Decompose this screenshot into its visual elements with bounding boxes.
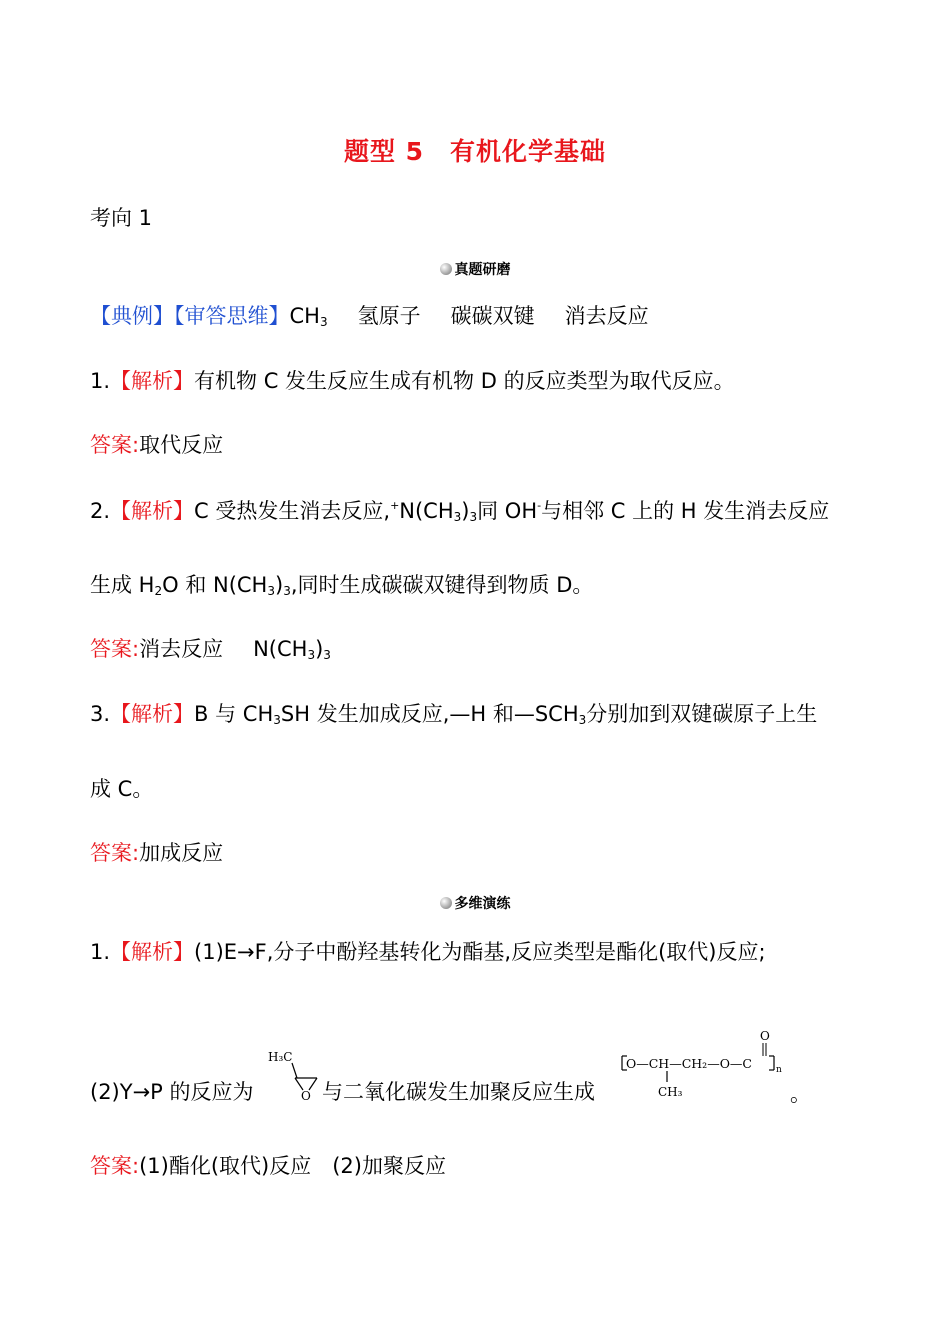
methyl-label: CH₃ <box>658 1085 683 1099</box>
answer-label: 答案: <box>90 637 140 661</box>
carbonyl-oxygen: O <box>760 1029 770 1043</box>
m1-analysis-line2a: (2)Y→P 的反应为 <box>90 1080 254 1104</box>
q2-analysis-line2: 生成 $H_2O$ 和 $N(CH_3)_3$,同时生成碳碳双键得到物质 D。 <box>90 573 594 598</box>
section-real-questions: 真题研磨 <box>0 259 950 279</box>
title-part1: 题型 5 <box>343 137 425 166</box>
title-part2: 有机化学基础 <box>450 137 607 166</box>
answer-label: 答案: <box>90 1154 140 1178</box>
example-line: 【典例】【审答思维】$CH_3$ 氢原子 碳碳双键 消去反应 <box>90 304 649 329</box>
analysis-label: 【解析】 <box>110 702 195 726</box>
analysis-label: 【解析】 <box>110 499 195 523</box>
bond <box>292 1063 297 1078</box>
section-multi-practice: 多维演练 <box>0 893 950 913</box>
oxygen-label: O <box>301 1089 311 1103</box>
bullet-icon <box>440 897 452 909</box>
bullet-icon <box>440 263 452 275</box>
polymer-chain: O—CH—CH₂—O—C <box>626 1056 753 1071</box>
q1-answer: 答案:取代反应 <box>90 433 224 457</box>
m1-analysis-line2b: 与二氧化碳发生加聚反应生成 <box>322 1080 595 1104</box>
m1-answer: 答案:(1)酯化(取代)反应 (2)加聚反应 <box>90 1154 446 1178</box>
page-title <box>0 132 950 168</box>
analysis-label: 【解析】 <box>110 369 195 393</box>
h3c-label: H₃C <box>268 1050 293 1064</box>
q2-answer: 答案:消去反应 $N(CH_3)_3$ <box>90 637 331 662</box>
q3-analysis-line1: 3.【解析】B 与 $CH_3SH$ 发生加成反应,—H 和$—SCH_3$分别加到双键碳原子上生 <box>90 702 818 727</box>
m1-period: 。 <box>790 1082 811 1106</box>
q3-answer: 答案:加成反应 <box>90 841 224 865</box>
example-tag: 【典例】 <box>90 304 174 328</box>
polymer-structure <box>618 1026 790 1102</box>
answer-label: 答案: <box>90 433 140 457</box>
q1-analysis: 1.【解析】有机物 C 发生反应生成有机物 D 的反应类型为取代反应。 <box>90 369 735 393</box>
thinking-tag: 【审答思维】 <box>174 304 290 328</box>
propylene-oxide-structure <box>266 1044 326 1104</box>
q2-analysis-line1: 2.【解析】C 受热发生消去反应$,^+N(CH_3)_3$同 OH-与相邻 C 上的 H 发生消去反应 <box>90 499 830 524</box>
q3-analysis-line2: 成 C。 <box>90 777 154 801</box>
answer-label: 答案: <box>90 841 140 865</box>
analysis-label: 【解析】 <box>110 940 195 964</box>
repeat-n: n <box>776 1065 782 1075</box>
m1-analysis-line1: 1.【解析】(1)E→F,分子中酚羟基转化为酯基,反应类型是酯化(取代)反应; <box>90 940 766 964</box>
direction-label: 考向 1 <box>90 206 153 230</box>
